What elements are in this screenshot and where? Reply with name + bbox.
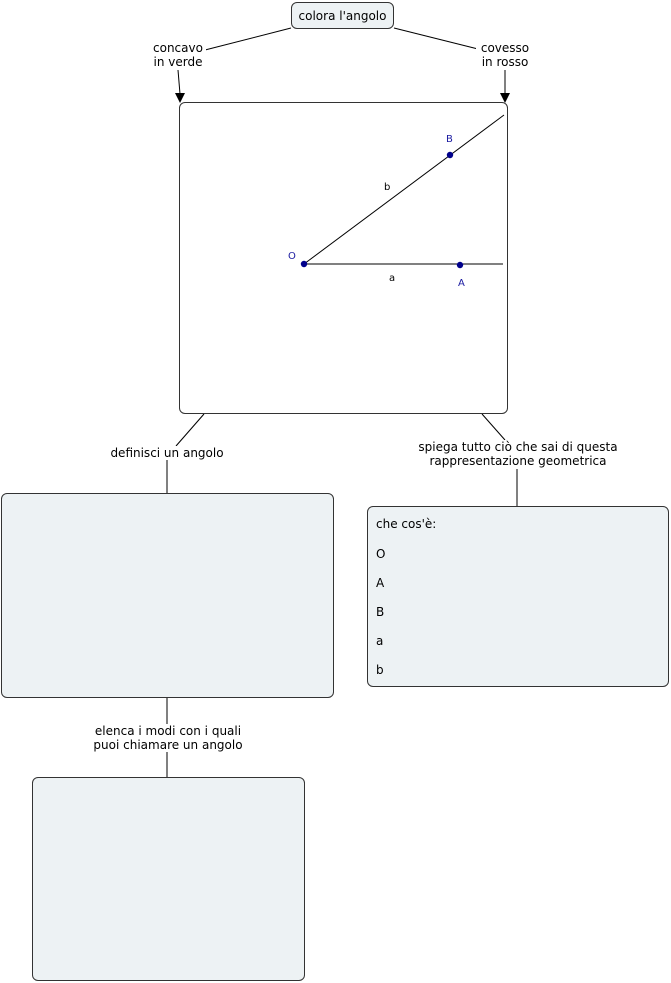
point-a-label: A: [458, 278, 465, 289]
explain-figure-box[interactable]: [367, 506, 669, 687]
question-item-a: A: [376, 576, 385, 590]
link-label-list-line2: puoi chiamare un angolo: [93, 738, 243, 752]
link-label-list-line1: elenca i modi con i quali: [94, 724, 242, 738]
link-label-define: [108, 446, 226, 460]
connector-figure-to-explain: [482, 414, 505, 440]
link-label-concave-line1: concavo: [153, 41, 203, 55]
point-b-label: B: [446, 134, 453, 145]
ray-b: [304, 115, 504, 264]
link-label-convex-line1: covesso: [480, 41, 530, 55]
connector-figure-to-define: [176, 414, 204, 446]
link-label-list: [86, 724, 250, 752]
link-label-explain-line1: spiega tutto ciò che sai di questa: [418, 440, 618, 454]
segment-a-label: a: [389, 273, 396, 284]
link-label-explain-line2: rappresentazione geometrica: [429, 454, 607, 468]
link-label-concave: [150, 41, 206, 69]
root-concept-label: colora l'angolo: [298, 8, 387, 23]
question-item-b: B: [376, 605, 385, 619]
point-o-label: O: [288, 251, 296, 262]
connector-root-to-convex: [394, 28, 482, 50]
connector-concave-to-figure: [178, 70, 180, 94]
connector-root-to-concave: [205, 28, 291, 50]
question-title: che cos'è:: [376, 517, 437, 531]
segment-b-label: b: [384, 182, 391, 193]
angle-figure: [180, 103, 508, 414]
point-o-dot: [301, 261, 307, 267]
point-b-dot: [447, 152, 453, 158]
link-label-concave-line2: in verde: [153, 55, 203, 69]
name-angle-box[interactable]: [32, 777, 305, 981]
link-label-explain: [412, 440, 624, 468]
link-label-convex-line2: in rosso: [481, 55, 529, 69]
link-label-define-line1: definisci un angolo: [110, 446, 224, 460]
root-concept-node[interactable]: [291, 2, 394, 29]
question-item-segment-a: a: [376, 634, 384, 648]
question-item-o: O: [376, 547, 386, 561]
question-item-segment-b: b: [376, 663, 384, 677]
point-a-dot: [457, 262, 463, 268]
link-label-convex: [476, 41, 534, 69]
define-angle-box[interactable]: [1, 493, 334, 698]
angle-figure-node[interactable]: [179, 102, 508, 414]
